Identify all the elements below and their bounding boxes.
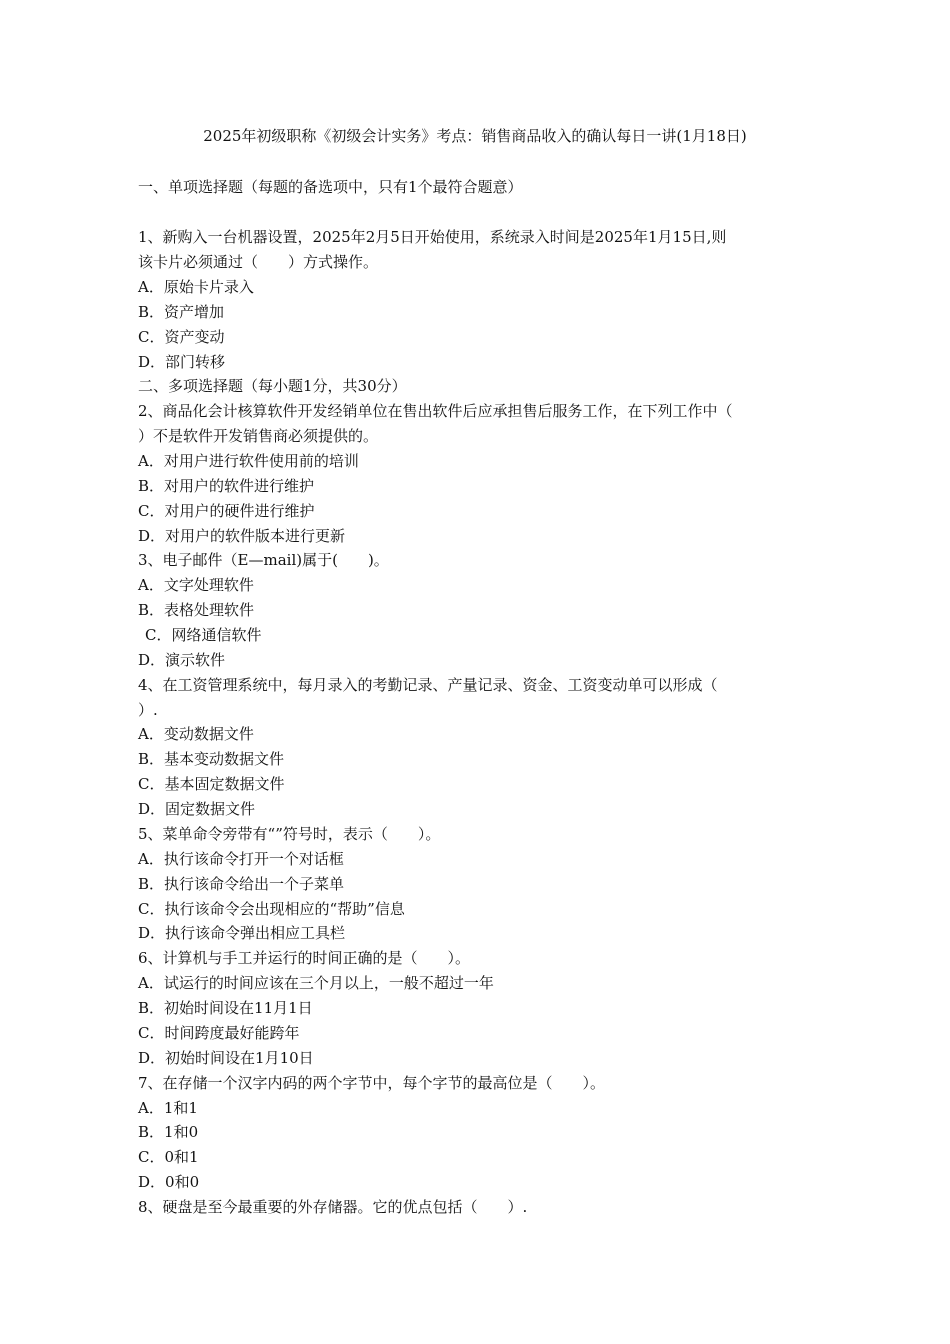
question-4-text: 4、在工资管理系统中，每月录入的考勤记录、产量记录、资金、工资变动单可以形成（ — [138, 676, 718, 694]
q1-option-a: A．原始卡片录入 — [138, 278, 254, 296]
q6-option-a: A．试运行的时间应该在三个月以上，一般不超过一年 — [138, 974, 494, 992]
q1-option-d: D．部门转移 — [138, 353, 226, 371]
q3-option-d: D．演示软件 — [138, 651, 226, 669]
q5-option-b: B．执行该命令给出一个子菜单 — [138, 875, 345, 893]
q2-option-b: B．对用户的软件进行维护 — [138, 477, 315, 495]
q2-option-a: A．对用户进行软件使用前的培训 — [138, 452, 359, 470]
question-2-text: 2、商品化会计核算软件开发经销单位在售出软件后应承担售后服务工作，在下列工作中（ — [138, 402, 733, 420]
q3-option-a: A．文字处理软件 — [138, 576, 254, 594]
q7-option-a: A．1和1 — [138, 1099, 198, 1117]
q7-option-b: B．1和0 — [138, 1123, 199, 1141]
q5-option-a: A．执行该命令打开一个对话框 — [138, 850, 344, 868]
q6-option-b: B．初始时间设在11月1日 — [138, 999, 313, 1017]
q7-option-d: D．0和0 — [138, 1173, 200, 1191]
q4-option-d: D．固定数据文件 — [138, 800, 256, 818]
q1-option-b: B．资产增加 — [138, 303, 225, 321]
q4-option-a: A．变动数据文件 — [138, 725, 254, 743]
question-5-text: 5、菜单命令旁带有“”符号时，表示（ ）。 — [138, 825, 441, 843]
question-6-text: 6、计算机与手工并运行的时间正确的是（ ）。 — [138, 949, 471, 967]
q3-option-b: B．表格处理软件 — [138, 601, 255, 619]
q6-option-c: C．时间跨度最好能跨年 — [138, 1024, 300, 1042]
question-4-text-cont: ）. — [138, 701, 158, 719]
q5-option-c: C．执行该命令会出现相应的“帮助”信息 — [138, 900, 405, 918]
question-3-text: 3、电子邮件（E—mail)属于( )。 — [138, 551, 389, 569]
q4-option-b: B．基本变动数据文件 — [138, 750, 285, 768]
q4-option-c: C．基本固定数据文件 — [138, 775, 285, 793]
section-heading-single-choice: 一、单项选择题（每题的备选项中，只有1个最符合题意） — [138, 178, 523, 196]
q2-option-c: C．对用户的硬件进行维护 — [138, 502, 315, 520]
question-7-text: 7、在存储一个汉字内码的两个字节中，每个字节的最高位是（ ）。 — [138, 1074, 606, 1092]
question-2-text-cont: ）不是软件开发销售商必须提供的。 — [138, 427, 379, 445]
q6-option-d: D．初始时间设在1月10日 — [138, 1049, 314, 1067]
q5-option-d: D．执行该命令弹出相应工具栏 — [138, 924, 346, 942]
q1-option-c: C．资产变动 — [138, 328, 225, 346]
section-heading-multi-choice: 二、多项选择题（每小题1分，共30分） — [138, 377, 407, 395]
question-8-text: 8、硬盘是至今最重要的外存储器。它的优点包括（ ）. — [138, 1198, 528, 1216]
q7-option-c: C．0和1 — [138, 1148, 199, 1166]
document-title: 2025年初级职称《初级会计实务》考点：销售商品收入的确认每日一讲(1月18日) — [203, 127, 747, 145]
q2-option-d: D．对用户的软件版本进行更新 — [138, 527, 346, 545]
question-1-text: 1、新购入一台机器设置，2025年2月5日开始使用，系统录入时间是2025年1月15日,则 — [138, 228, 727, 246]
question-1-text-cont: 该卡片必须通过（ ）方式操作。 — [138, 253, 379, 271]
q3-option-c: C．网络通信软件 — [145, 626, 262, 644]
